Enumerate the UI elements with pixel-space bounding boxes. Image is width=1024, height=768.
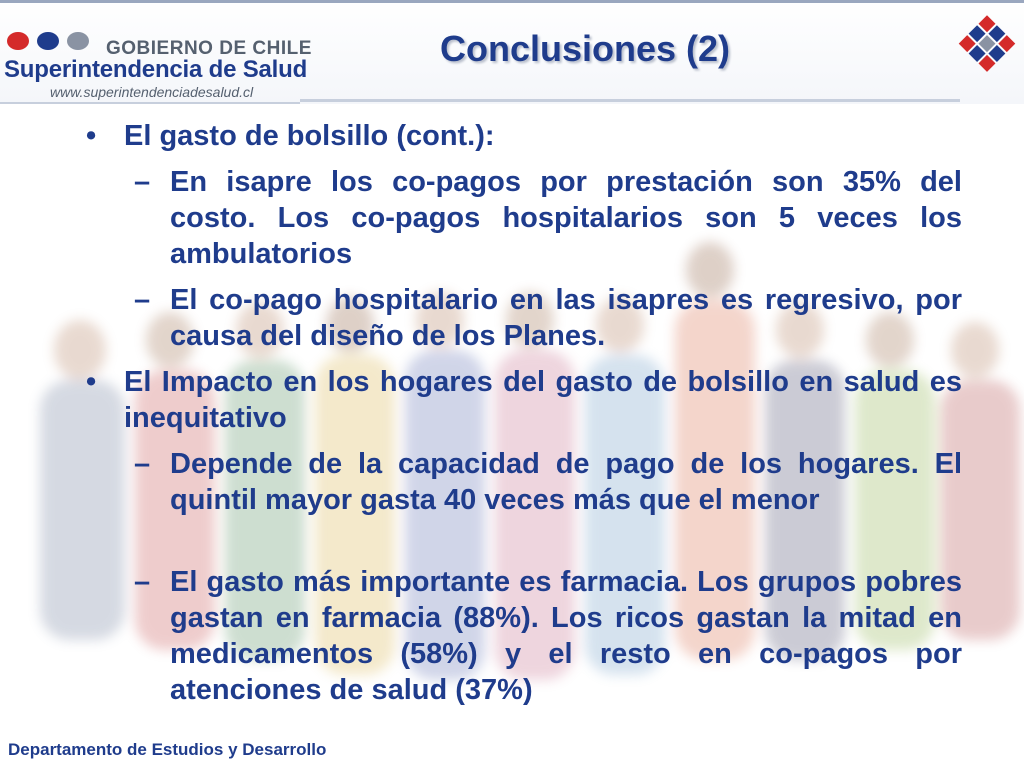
sub-bullet-marker: –: [134, 166, 151, 198]
bullet-item: El gasto de bolsillo (cont.):: [124, 120, 495, 152]
bullet-marker: •: [86, 366, 97, 398]
sub-bullet-item: El co-pago hospitalario en las isapres es regresivo, por causa del diseño de los Planes.: [170, 284, 962, 352]
slide-title-number: (2): [686, 28, 731, 69]
bullet-marker: •: [86, 120, 97, 152]
government-label: GOBIERNO DE CHILE: [106, 38, 312, 59]
agency-name: Superintendencia de Salud: [4, 56, 308, 83]
footer-department: Departamento de Estudios y Desarrollo: [8, 740, 327, 759]
agency-website: www.superintendenciadesalud.cl: [50, 84, 254, 100]
sub-bullet-marker: –: [134, 566, 151, 598]
sub-bullet-item: Depende de la capacidad de pago de los hogares. El quintil mayor gasta 40 veces más que el menor: [170, 448, 962, 516]
sub-bullet-item: El gasto más importante es farmacia. Los grupos pobres gastan en farmacia (88%). Los ricos gastan la mitad en medicamentos (58%) y el resto en co-pagos por atenciones de salud (37%): [170, 566, 962, 706]
slide-title-text: Conclusiones: [439, 28, 677, 69]
bullet-item: El Impacto en los hogares del gasto de bolsillo en salud es inequitativo: [124, 366, 962, 434]
sub-bullet-marker: –: [134, 284, 151, 316]
sub-bullet-marker: –: [134, 448, 151, 480]
sub-bullet-item: En isapre los co-pagos por prestación son 35% del costo. Los co-pagos hospitalarios son 5 veces los ambulatorios: [170, 166, 962, 270]
